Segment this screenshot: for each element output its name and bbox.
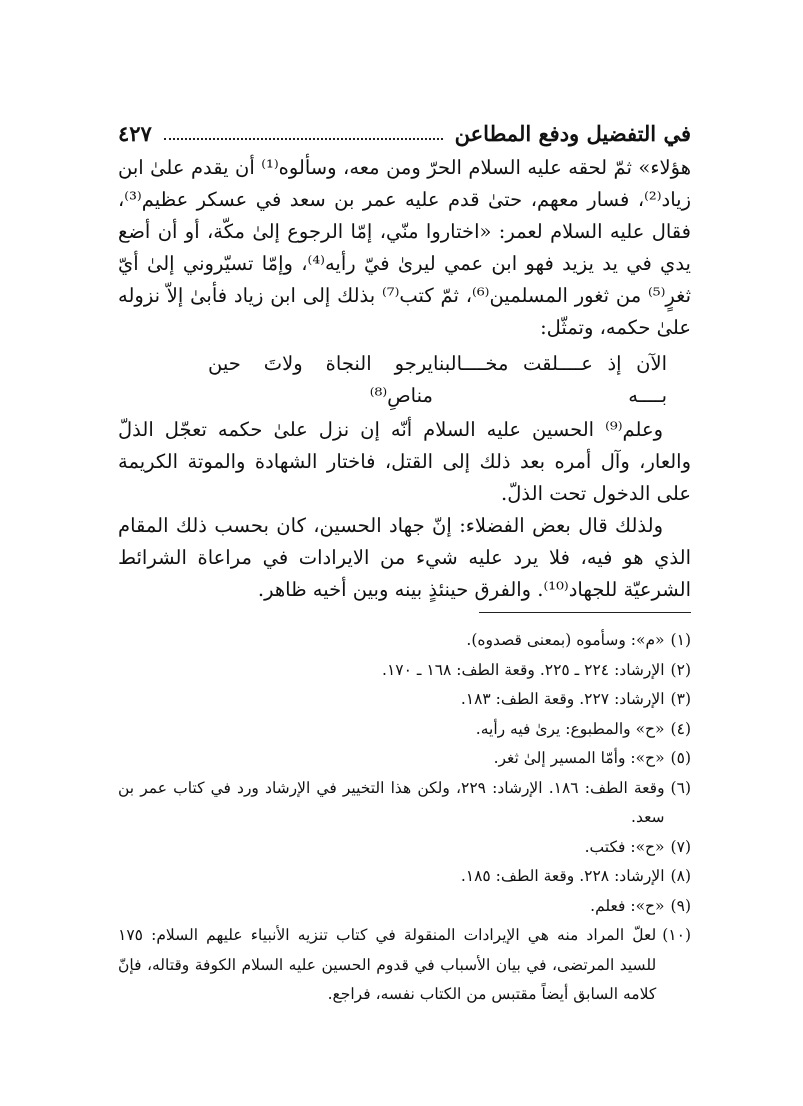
footnote-separator xyxy=(479,612,691,613)
footnote-item: (٥) «ح»: وأمّا المسير إلىٰ ثغر. xyxy=(493,749,691,767)
footnote-item: (٩) «ح»: فعلم. xyxy=(590,896,691,915)
main-text xyxy=(118,152,691,606)
running-header xyxy=(118,112,691,146)
footnote-item: (٧) «ح»: فكتب. xyxy=(584,837,691,856)
footnote-item: (٣) الإرشاد: ٢٢٧. وقعة الطف: ١٨٣. xyxy=(460,690,691,708)
chapter-title: في التفضيل ودفع المطاعن xyxy=(454,121,691,146)
paragraph-2: وعلم⁽⁹⁾ الحسين عليه السلام أنّه إن نزل علىٰ حكمه تعجّل الذلّ والعار، وآل أمره بعد ذلك إلى القتل، فاختار الشهادة والموتة الكريمة على الدخول تحت الذلّ. xyxy=(118,418,691,505)
page-number: ٤٢٧ xyxy=(118,121,152,146)
footnotes xyxy=(118,626,691,1010)
footnote-item: (١٠) لعلّ المراد منه هي الإيرادات المنقولة في كتاب تنزيه الأنبياء عليهم السلام: ١٧٥ للسيد المرتضى، في بيان الأسباب في قدوم الحسين عليه السلام الكوفة وقتاله، فإنّ كلامه السابق أيضاً مقتبس من الكتاب نفسه، فراجع. xyxy=(118,926,691,1003)
verse-second-hemistich: يرجو النجاة ولاتَ حين مناصِ⁽⁸⁾ xyxy=(208,352,433,407)
paragraph-3: ولذلك قال بعض الفضلاء: إنّ جهاد الحسين، كان بحسب ذلك المقام الذي هو فيه، فلا يرد عليه شيء من الايرادات في مراعاة الشرائط الشرعيّة للجهاد⁽¹⁰⁾. والفرق حينئذٍ بينه وبين أخيه ظاهر. xyxy=(118,514,691,601)
footnote-item: (٨) الإرشاد: ٢٢٨. وقعة الطف: ١٨٥. xyxy=(460,867,691,885)
poetry-verse xyxy=(118,348,691,412)
verse-first-hemistich: الآن إذ عــــلقت مخــــالبنا بــــه xyxy=(432,352,667,407)
footnote-item: (٢) الإرشاد: ٢٢٤ ـ ٢٢٥. وقعة الطف: ١٦٨ ـ ١٧٠. xyxy=(382,660,691,679)
footnote-item: (٦) وقعة الطف: ١٨٦. الإرشاد: ٢٢٩، ولكن هذا التخيير في الإرشاد ورد في كتاب عمر بن سعد. xyxy=(118,778,691,826)
footnote-item: (١) «م»: وسأموه (بمعنى قصدوه). xyxy=(466,631,691,649)
leader-dots xyxy=(164,138,443,140)
footnote-item: (٤) «ح» والمطبوع: يرىٰ فيه رأيه. xyxy=(475,719,691,738)
paragraph-1: هؤلاء» ثمّ لحقه عليه السلام الحرّ ومن معه، وسألوه⁽¹⁾ أن يقدم علىٰ ابن زياد⁽²⁾، فسار معهم، حتىٰ قدم عليه عمر بن سعد في عسكر عظيم⁽³⁾، فقال عليه السلام لعمر: «اختاروا منّي، إمّا الرجوع إلىٰ مكّة، أو أن أضع يدي في يد يزيد فهو ابن عمي ليرىٰ فيّ رأيه⁽⁴⁾، وإمّا تسيّروني إلىٰ أيّ ثغرٍ⁽⁵⁾ من ثغور المسلمين⁽⁶⁾، ثمّ كتب⁽⁷⁾ بذلك إلى ابن زياد فأبىٰ إلاّ نزوله علىٰ حكمه، وتمثّل: xyxy=(118,156,692,339)
